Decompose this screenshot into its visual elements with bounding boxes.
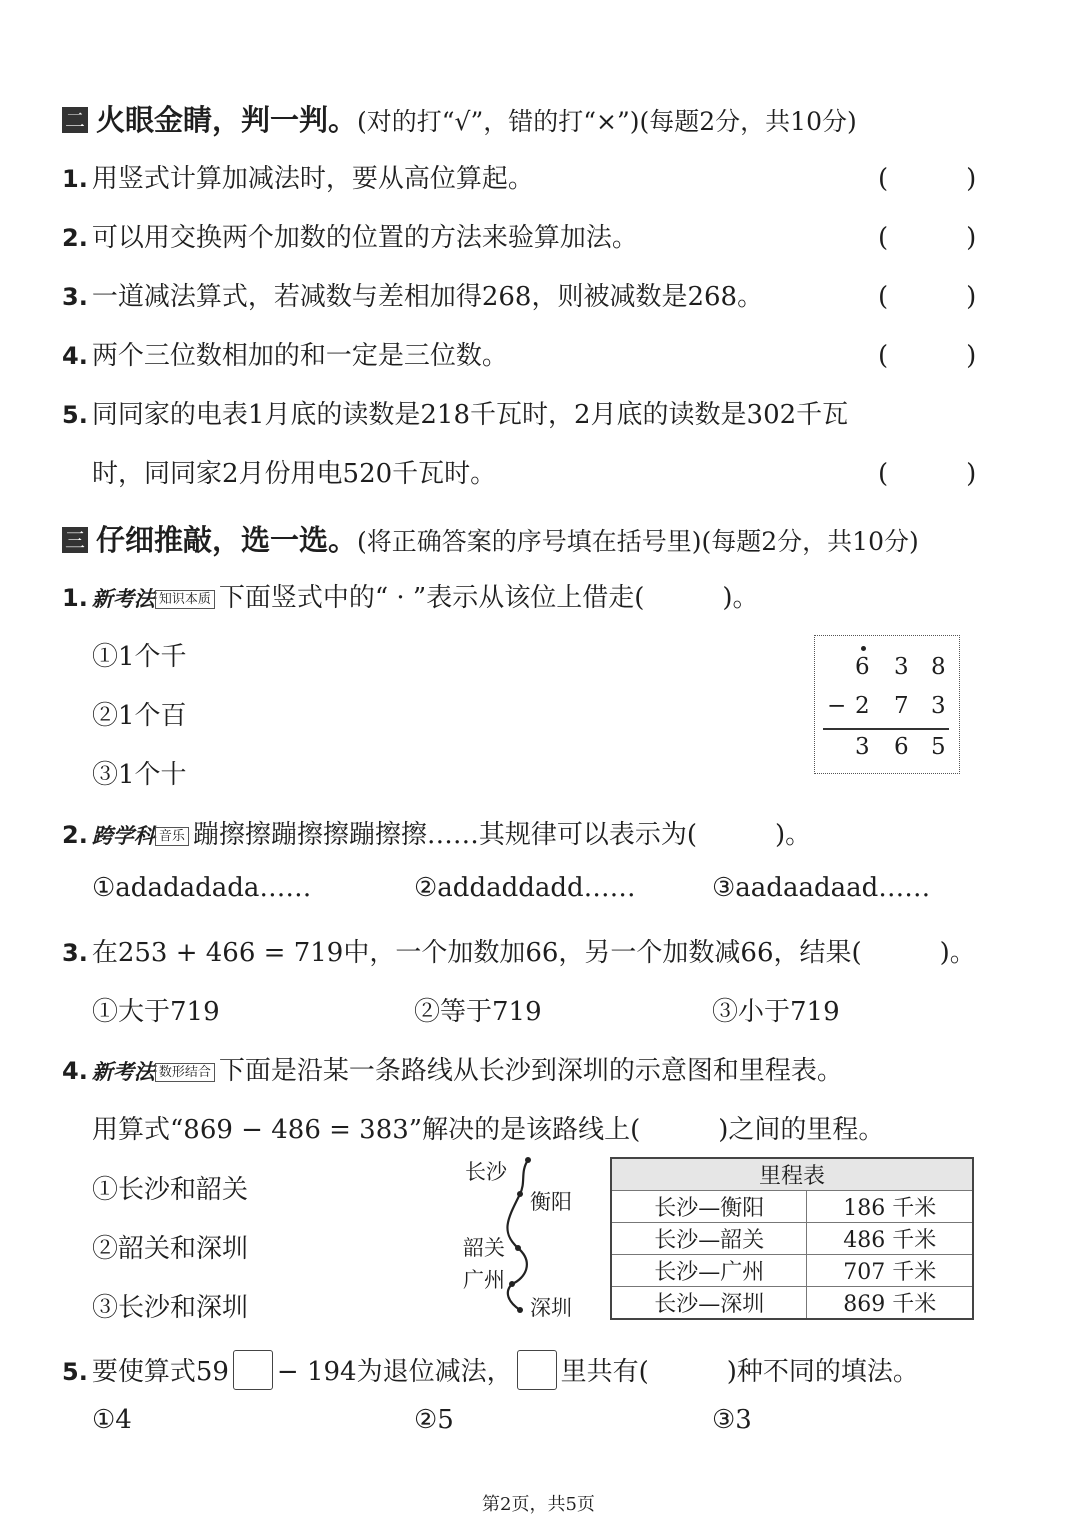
tag-shape-number: 数形结合 xyxy=(155,1063,215,1082)
city-dot xyxy=(515,1245,521,1251)
q2-option-2[interactable]: ②addaddadd…… xyxy=(414,873,636,903)
choice-question-4: 4. 新考法 数形结合 下面是沿某一条路线从长沙到深圳的示意图和里程表。 xyxy=(62,1056,843,1086)
q1-option-3[interactable]: ③1个十 xyxy=(92,760,187,790)
city-shenzhen: 深圳 xyxy=(530,1296,572,1320)
q4-option-3[interactable]: ③长沙和深圳 xyxy=(92,1293,249,1323)
tag-new-method: 新考法 xyxy=(91,1060,155,1084)
q3-option-2[interactable]: ②等于719 xyxy=(414,997,542,1027)
choice-question-4-cont: 用算式“869 − 486 = 383”解决的是该路线上( )之间的里程。 xyxy=(92,1115,885,1145)
judge-item-5: 5. 同同家的电表1月底的读数是218千瓦时，2月底的读数是302千瓦 xyxy=(62,400,849,430)
table-title: 里程表 xyxy=(611,1158,973,1191)
answer-paren-5[interactable]: ( ) xyxy=(878,459,977,489)
section3-note: (将正确答案的序号填在括号里)(每题2分，共10分) xyxy=(357,527,919,556)
choice-question-3: 3. 在253 + 466 = 719中，一个加数加66，另一个加数减66，结果( )。 xyxy=(62,938,976,968)
blank-square[interactable] xyxy=(517,1350,557,1390)
digit: 3 xyxy=(931,693,946,719)
choice-question-1: 1. 新考法 知识本质 下面竖式中的“ · ”表示从该位上借走( )。 xyxy=(62,583,759,613)
answer-paren-3[interactable]: ( ) xyxy=(878,282,977,312)
route-cell: 长沙—深圳 xyxy=(611,1287,807,1320)
judge-item-2: 2. 可以用交换两个加数的位置的方法来验算加法。 xyxy=(62,223,638,253)
q1-option-2[interactable]: ②1个百 xyxy=(92,701,187,731)
distance-cell: 869 千米 xyxy=(807,1287,973,1320)
table-row xyxy=(611,1191,973,1223)
route-cell: 长沙—广州 xyxy=(611,1255,807,1287)
mileage-table xyxy=(610,1157,974,1320)
q2-option-3[interactable]: ③aadaadaad…… xyxy=(712,873,931,903)
q3-option-3[interactable]: ③小于719 xyxy=(712,997,840,1027)
answer-paren-1[interactable]: ( ) xyxy=(878,164,977,194)
city-shaoguan: 韶关 xyxy=(463,1236,505,1260)
judge-item-3: 3. 一道减法算式，若减数与差相加得268，则被减数是268。 xyxy=(62,282,764,312)
distance-cell: 186 千米 xyxy=(807,1191,973,1223)
route-line xyxy=(507,1160,528,1310)
section3-title: 仔细推敲，选一选。 xyxy=(96,523,358,557)
route-cell: 长沙—衡阳 xyxy=(611,1191,807,1223)
choice-question-5: 5. 要使算式59 − 194为退位减法， 里共有( )种不同的填法。 xyxy=(62,1350,919,1390)
city-dot xyxy=(517,1307,523,1313)
route-cell: 长沙—韶关 xyxy=(611,1223,807,1255)
digit: 3 xyxy=(855,734,870,760)
city-changsha: 长沙 xyxy=(465,1160,507,1184)
section2-note: (对的打“√”，错的打“×”)(每题2分，共10分) xyxy=(357,107,857,136)
digit: 6 xyxy=(894,734,909,760)
tag-new-method: 新考法 xyxy=(91,587,155,611)
section3-number: 三 xyxy=(62,527,88,553)
borrow-dot xyxy=(861,646,866,651)
city-guangzhou: 广州 xyxy=(463,1268,505,1292)
choice-question-2: 2. 跨学科 音乐 蹦擦擦蹦擦擦蹦擦擦……其规律可以表示为( )。 xyxy=(62,820,812,850)
distance-cell: 486 千米 xyxy=(807,1223,973,1255)
minus-sign: − xyxy=(827,693,847,719)
q4-option-1[interactable]: ①长沙和韶关 xyxy=(92,1175,249,1205)
q1-option-1[interactable]: ①1个千 xyxy=(92,642,187,672)
digit: 8 xyxy=(931,654,946,680)
q5-option-2[interactable]: ②5 xyxy=(414,1405,454,1435)
table-row xyxy=(611,1223,973,1255)
digit: 5 xyxy=(931,734,946,760)
distance-cell: 707 千米 xyxy=(807,1255,973,1287)
digit: 7 xyxy=(894,693,909,719)
answer-paren-4[interactable]: ( ) xyxy=(878,341,977,371)
section2-title: 火眼金睛，判一判。 xyxy=(96,103,358,137)
judge-item-1: 1. 用竖式计算加减法时，要从高位算起。 xyxy=(62,164,534,194)
digit: 2 xyxy=(855,693,870,719)
judge-item-4: 4. 两个三位数相加的和一定是三位数。 xyxy=(62,341,508,371)
city-dot xyxy=(525,1157,531,1163)
city-dot xyxy=(509,1281,515,1287)
sum-line xyxy=(823,728,949,730)
vertical-subtraction-box xyxy=(814,635,960,774)
digit: 6 xyxy=(855,654,870,680)
table-row xyxy=(611,1255,973,1287)
table-header-row xyxy=(611,1158,973,1191)
city-hengyang: 衡阳 xyxy=(530,1190,572,1214)
section3-header xyxy=(62,518,919,559)
q4-option-2[interactable]: ②韶关和深圳 xyxy=(92,1234,249,1264)
section2-number: 二 xyxy=(62,107,88,133)
digit: 3 xyxy=(894,654,909,680)
section2-header xyxy=(62,98,857,139)
judge-item-5-cont: 时，同同家2月份用电520千瓦时。 xyxy=(92,459,497,489)
q3-option-1[interactable]: ①大于719 xyxy=(92,997,220,1027)
q5-option-3[interactable]: ③3 xyxy=(712,1405,752,1435)
q2-option-1[interactable]: ①adadadada…… xyxy=(92,873,312,903)
tag-music: 音乐 xyxy=(155,827,189,846)
city-dot xyxy=(517,1191,523,1197)
table-row xyxy=(611,1287,973,1320)
tag-cross-subject: 跨学科 xyxy=(91,824,155,848)
page-footer: 第2页，共5页 xyxy=(482,1494,595,1515)
blank-square[interactable] xyxy=(233,1350,273,1390)
answer-paren-2[interactable]: ( ) xyxy=(878,223,977,253)
tag-knowledge: 知识本质 xyxy=(155,590,215,609)
q5-option-1[interactable]: ①4 xyxy=(92,1405,132,1435)
